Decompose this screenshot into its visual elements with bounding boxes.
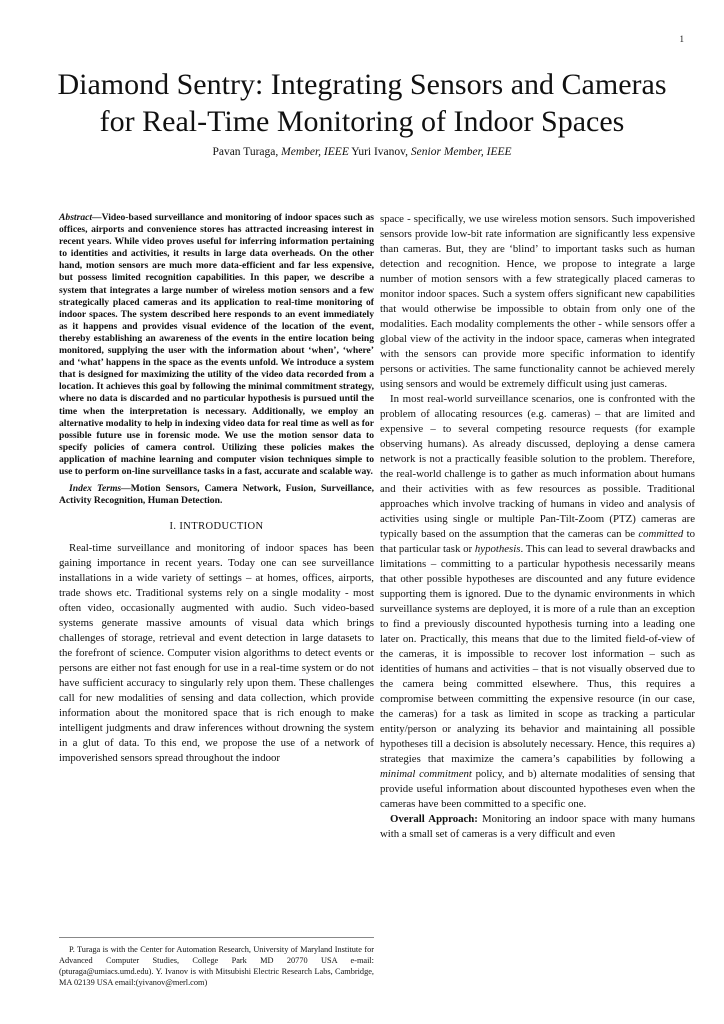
- index-terms-text: Motion Sensors, Camera Network, Fusion, Surveillance, Activity Recognition, Human Detection.: [59, 483, 374, 507]
- abstract-lead: Abstract—: [59, 212, 102, 223]
- term-hypothesis: hypothesis: [474, 543, 521, 555]
- footnote-text: P. Turaga is with the Center for Automation Research, University of Maryland Institute for Advanced Computer Studies, College Park MD 20770 USA e-mail: (pturaga@umiacs.umd.edu). Y. Ivanov is with Mitsubishi Electric Research Labs, Cambridge, MA 02139 USA email:(yivanov@merl.com): [59, 945, 374, 987]
- abstract: [59, 212, 374, 478]
- right-paragraph-2-d: policy, and b) alternate modalities of sensing that provide useful information about discounted hypotheses even when the cameras have been committed to a specific one.: [380, 768, 695, 810]
- author-1: Pavan Turaga,: [212, 146, 279, 158]
- right-paragraph-2-b: to that particular task or: [380, 528, 696, 555]
- page-number: 1: [679, 34, 684, 44]
- right-paragraph-1: space - specifically, we use wireless motion sensors. Such impoverished sensors provide low-bit rate information are significantly less expensive than cameras. But, they are ‘blind’ to important tasks such as human detection and recognition. Hence, we propose to integrate a large number of motion sensors with a few strategically placed cameras to monitor indoor spaces. Such a system offers significant new capabilities that would otherwise be impossible to obtain from only one of the modalities. Each modality complements the other - while sensors offer a global view of the activity in the indoor space, cameras when integrated with the sensors can provide more specific information to identify persons or activities. The same functionality cannot be achieved merely using sensors and would be extremely difficult using just cameras.: [380, 213, 695, 390]
- footnote: [59, 937, 374, 988]
- right-paragraph-2-c: . This can lead to several drawbacks and limitations – committing to a particular hypothesis necessarily means that other possible hypotheses are discounted and any future evidence supporting them is ignored. Due to the dynamic environments in which surveillance systems are deployed, it is more of a rule than an exception to find a previously discounted hypothesis turning into a leading one later on. Practically, this means that due to the limited field-of-view of the cameras, it is impossible to recover lost information – such as identities of humans and activities – that is not visually observed due to the camera being committed elsewhere. Thus, this requires a compromise between committing the expensive resource (in our case, the cameras) for a task as limited in scope as tracking a particular entity/person or analyzing its behavior and maintaining all possible hypotheses till a decision is absolutely necessary. Hence, this requires a) strategies that maximize the camera’s capabilities by following a: [380, 543, 695, 765]
- right-paragraph-2-a: In most real-world surveillance scenarios, one is confronted with the problem of allocating resources (e.g. cameras) – that are limited and expensive – to several competing resource requests (for example observing humans). As already discussed, deploying a dense camera network is not a practically feasible solution to the problem. Therefore, the real-world challenge is to gather as much information about humans and their activities with as few resources as possible. Traditional approaches which involve tracking of humans in video and analysis of activities using single or multiple Pan-Tilt-Zoom (PTZ) cameras are typically based on the assumption that the cameras can be: [380, 393, 695, 540]
- section-heading-introduction: I. INTRODUCTION: [169, 521, 264, 533]
- author-1-affiliation: Member, IEEE: [281, 146, 349, 158]
- title-line-1: Diamond Sentry: Integrating Sensors and Cameras: [57, 68, 667, 101]
- author-2: Yuri Ivanov,: [351, 146, 409, 158]
- index-terms-lead: Index Terms—: [69, 483, 131, 495]
- overall-approach-text: Monitoring an indoor space with many humans with a small set of cameras is a very difficult and even: [380, 813, 695, 840]
- left-column: [59, 212, 374, 766]
- index-terms: [59, 483, 374, 507]
- right-paragraph-2: [380, 392, 695, 812]
- title-line-2: for Real-Time Monitoring of Indoor Spaces: [99, 105, 625, 138]
- right-column: [380, 212, 695, 842]
- overall-approach-lead: Overall Approach:: [390, 813, 478, 825]
- paper-title: [40, 66, 684, 140]
- abstract-text: Video-based surveillance and monitoring of indoor spaces such as offices, airports and convenience stores has attracted increasing interest in recent years. While video proves useful for inferring information pertaining to identities and activities, it results in large data overheads. On the other hand, motion sensors are much more data-efficient and far less expensive, but possess limited recognition capabilities. In this paper, we describe a system that integrates a large number of wireless motion sensors and a few strategically placed cameras and its application to real-time monitoring of indoor spaces. The system described here responds to an event immediately as it happens and provides visual evidence of the location of the event, thereby establishing an awareness of the events in the entire location being monitored, supplying the user with the information about ‘when’, ‘where’ and ‘what’ happens in the space as the events unfold. We introduce a system that is designed for maximizing the utility of the video data recorded from a location. It achieves this goal by following the minimal commitment strategy, where no data is discarded and no particular hypothesis is pursued until the time when the interpretation is necessary. Additionally, we employ an alternative modality to help in indexing video data for real time as well as for possible future use in forensic mode. We use the motion sensor data to specify policies of camera control. Utilizing these policies makes the application of machine learning and computer vision techniques simple to use to perform on-line surveillance tasks in a fast, accurate and scalable way.: [59, 212, 374, 477]
- authors: [40, 146, 684, 158]
- author-2-affiliation: Senior Member, IEEE: [410, 146, 512, 158]
- term-minimal-commitment: minimal commitment: [380, 768, 472, 780]
- intro-paragraph-1: Real-time surveillance and monitoring of indoor spaces has been gaining importance in recent years. Today one can see surveillance installations in a wide variety of settings – at homes, offices, airports, trade shows etc. Traditional systems rely on a single modality - most often video, occasionally augmented with audio. Such video-based systems generate massive amounts of visual data which brings challenges of storage, retrieval and event detection in large datasets to the forefront of science. Computer vision algorithms to detect events or persons are either not fast enough for use in a real-time system or do not have sufficient accuracy to singularly rely upon them. These challenges call for new modalities of sensing and data collection, which provide information about the monitored space that is rich enough to make intelligent judgments and draw inferences without drowning the system in a glut of data. To this end, we propose the use of a network of impoverished sensors spread throughout the indoor: [59, 542, 374, 765]
- right-paragraph-3: [380, 812, 695, 842]
- term-committed: committed: [638, 528, 684, 540]
